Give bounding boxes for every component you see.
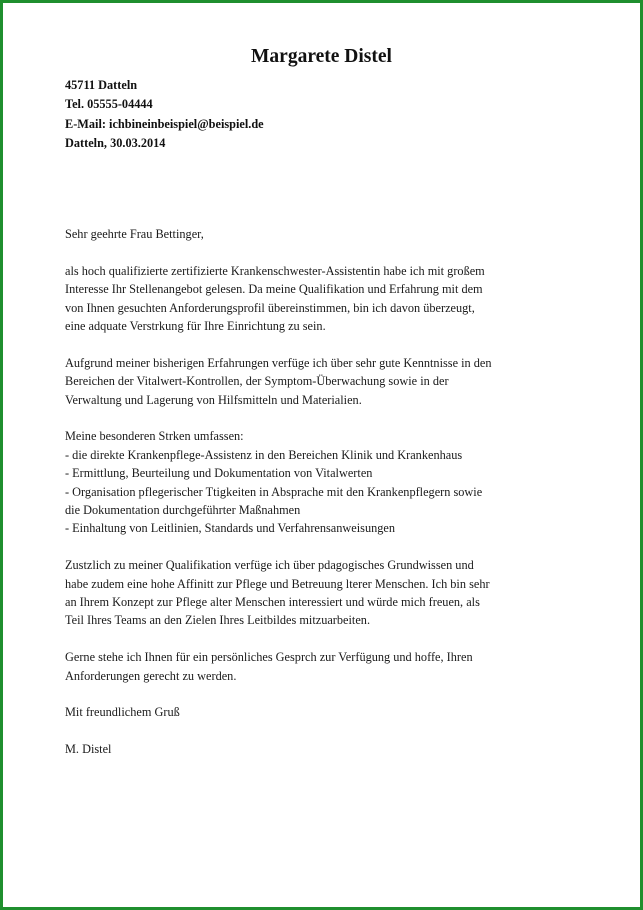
closing: Mit freundlichem Gruß <box>65 705 180 720</box>
contact-address: 45711 Datteln <box>65 78 138 92</box>
contact-phone: Tel. 05555-04444 <box>65 97 153 112</box>
text-line: habe zudem eine hohe Affinitt zur Pflege und Betreuung lterer Menschen. Ich bin sehr <box>65 576 490 591</box>
salutation: Sehr geehrte Frau Bettinger, <box>65 227 204 241</box>
text-line: an Ihrem Konzept zur Pflege alter Menschen interessiert und würde mich freuen, als <box>65 595 480 610</box>
paragraph-intro <box>65 262 605 336</box>
paragraph-additional <box>65 556 605 630</box>
text-line: Verwaltung und Lagerung von Hilfsmitteln und Materialien. <box>65 392 362 407</box>
letter-body <box>65 225 605 777</box>
text-line: Teil Ihres Teams an den Zielen Ihres Leitbildes mitzuarbeiten. <box>65 613 371 628</box>
letter-date: Datteln, 30.03.2014 <box>65 136 166 151</box>
text-line: Aufgrund meiner bisherigen Erfahrungen verfüge ich über sehr gute Kenntnisse in den <box>65 355 492 370</box>
paragraph-strengths <box>65 427 605 537</box>
list-item: die Dokumentation durchgeführter Maßnahmen <box>65 503 301 518</box>
text-line: eine adquate Verstrkung für Ihre Einrichtung zu sein. <box>65 319 326 334</box>
paragraph-experience <box>65 354 605 409</box>
text-line: als hoch qualifizierte zertifizierte Krankenschwester-Assistentin habe ich mit großem <box>65 263 485 278</box>
text-line: Gerne stehe ich Ihnen für ein persönliches Gesprch zur Verfügung und hoffe, Ihren <box>65 650 473 665</box>
signature: M. Distel <box>65 742 112 757</box>
text-line: Interesse Ihr Stellenangebot gelesen. Da meine Qualifikation und Erfahrung mit dem <box>65 282 483 297</box>
text-line: Bereichen der Vitalwert-Kontrollen, der Symptom-Überwachung sowie in der <box>65 374 449 389</box>
text-line: Zustzlich zu meiner Qualifikation verfüge ich über pdagogisches Grundwissen und <box>65 558 474 573</box>
text-line: von Ihnen gesuchten Anforderungsprofil übereinstimmen, bin ich davon überzeugt, <box>65 300 475 315</box>
list-item: - die direkte Krankenpflege-Assistenz in den Bereichen Klinik und Krankenhaus <box>65 447 463 462</box>
contact-block <box>65 76 264 154</box>
contact-email: E-Mail: ichbineinbeispiel@beispiel.de <box>65 116 264 131</box>
paragraph-closing <box>65 648 605 685</box>
text-line: Meine besonderen Strken umfassen: <box>65 429 244 444</box>
list-item: - Ermittlung, Beurteilung und Dokumentation von Vitalwerten <box>65 466 373 481</box>
sender-name: Margarete Distel <box>251 46 392 67</box>
list-item: - Organisation pflegerischer Ttigkeiten in Absprache mit den Krankenpflegern sowie <box>65 484 483 499</box>
list-item: - Einhaltung von Leitlinien, Standards und Verfahrensanweisungen <box>65 521 396 536</box>
text-line: Anforderungen gerecht zu werden. <box>65 668 237 683</box>
